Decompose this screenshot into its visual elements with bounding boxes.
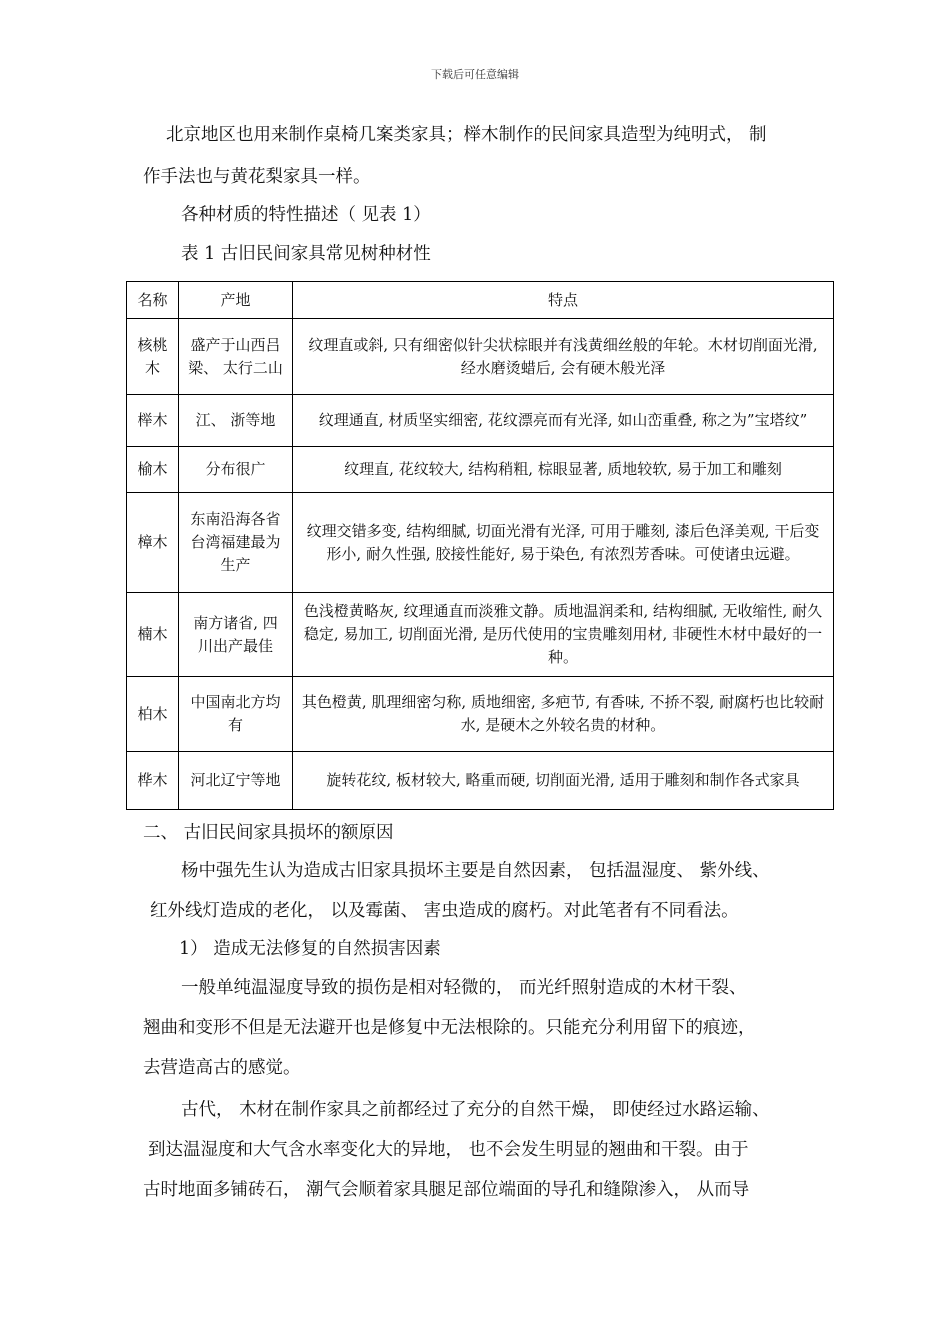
table-row	[127, 395, 834, 447]
cell-name: 柏木	[127, 677, 179, 752]
header-name: 名称	[127, 282, 179, 319]
cell-feature: 色浅橙黄略灰, 纹理通直而淡雅文静。质地温润柔和, 结构细腻, 无收缩性, 耐久稳定, 易加工, 切削面光滑, 是历代使用的宝贵雕刻用材, 非硬性木材中最好的一种。	[293, 593, 834, 677]
paragraph-line: 红外线灯造成的老化， 以及霉菌、 害虫造成的腐朽。对此笔者有不同看法。	[150, 901, 739, 921]
table-caption: 表 1 古旧民间家具常见树种材性	[181, 244, 431, 264]
cell-feature: 纹理交错多变, 结构细腻, 切面光滑有光泽, 可用于雕刻, 漆后色泽美观, 干后变形小, 耐久性强, 胶接性能好, 易于染色, 有浓烈芳香味。可使诸虫远避。	[293, 493, 834, 593]
wood-properties-table	[126, 281, 834, 810]
paragraph-line: 一般单纯温湿度导致的损伤是相对轻微的， 而光纤照射造成的木材干裂、	[181, 978, 747, 998]
cell-feature: 旋转花纹, 板材较大, 略重而硬, 切削面光滑, 适用于雕刻和制作各式家具	[293, 752, 834, 810]
cell-origin: 分布很广	[179, 447, 293, 493]
table-row	[127, 677, 834, 752]
cell-feature: 纹理通直, 材质坚实细密, 花纹漂亮而有光泽, 如山峦重叠, 称之为”宝塔纹”	[293, 395, 834, 447]
cell-name: 桦木	[127, 752, 179, 810]
paragraph-line: 古时地面多铺砖石， 潮气会顺着家具腿足部位端面的导孔和缝隙渗入， 从而导	[143, 1180, 750, 1200]
table-intro: 各种材质的特性描述（ 见表 1）	[181, 205, 431, 225]
table-header-row	[127, 282, 834, 319]
cell-feature: 其色橙黄, 肌理细密匀称, 质地细密, 多疤节, 有香味, 不挢不裂, 耐腐朽也比较耐水, 是硬木之外较名贵的材种。	[293, 677, 834, 752]
table-row	[127, 447, 834, 493]
paragraph-line: 古代， 木材在制作家具之前都经过了充分的自然干燥， 即使经过水路运输、	[181, 1100, 770, 1120]
cell-name: 核桃木	[127, 319, 179, 395]
cell-origin: 河北辽宁等地	[179, 752, 293, 810]
table-row	[127, 593, 834, 677]
cell-feature: 纹理直, 花纹较大, 结构稍粗, 棕眼显著, 质地较软, 易于加工和雕刻	[293, 447, 834, 493]
page-header: 下载后可任意编辑	[431, 68, 519, 81]
cell-name: 榉木	[127, 395, 179, 447]
paragraph-line: 作手法也与黄花梨家具一样。	[143, 167, 371, 187]
paragraph-line: 去营造高古的感觉。	[143, 1058, 301, 1078]
paragraph-line: 到达温湿度和大气含水率变化大的异地， 也不会发生明显的翘曲和干裂。由于	[148, 1140, 749, 1160]
header-origin: 产地	[179, 282, 293, 319]
cell-name: 楠木	[127, 593, 179, 677]
cell-origin: 盛产于山西吕梁、 太行二山	[179, 319, 293, 395]
section-heading: 二、 古旧民间家具损坏的额原因	[143, 823, 394, 843]
table-row	[127, 493, 834, 593]
cell-feature: 纹理直或斜, 只有细密似针尖状棕眼并有浅黄细丝般的年轮。木材切削面光滑, 经水磨烫蜡后, 会有硬木般光泽	[293, 319, 834, 395]
cell-name: 榆木	[127, 447, 179, 493]
paragraph-line: 北京地区也用来制作桌椅几案类家具；榉木制作的民间家具造型为纯明式， 制	[166, 125, 767, 145]
paragraph-line: 翘曲和变形不但是无法避开也是修复中无法根除的。只能充分利用留下的痕迹，	[143, 1018, 756, 1038]
paragraph-line: 杨中强先生认为造成古旧家具损坏主要是自然因素， 包括温湿度、 紫外线、	[181, 861, 770, 881]
cell-origin: 江、 浙等地	[179, 395, 293, 447]
cell-name: 樟木	[127, 493, 179, 593]
cell-origin: 中国南北方均有	[179, 677, 293, 752]
subheading: 1） 造成无法修复的自然损害因素	[179, 939, 441, 959]
cell-origin: 南方诸省, 四川出产最佳	[179, 593, 293, 677]
table-row	[127, 752, 834, 810]
cell-origin: 东南沿海各省台湾福建最为生产	[179, 493, 293, 593]
table-row	[127, 319, 834, 395]
header-feature: 特点	[293, 282, 834, 319]
